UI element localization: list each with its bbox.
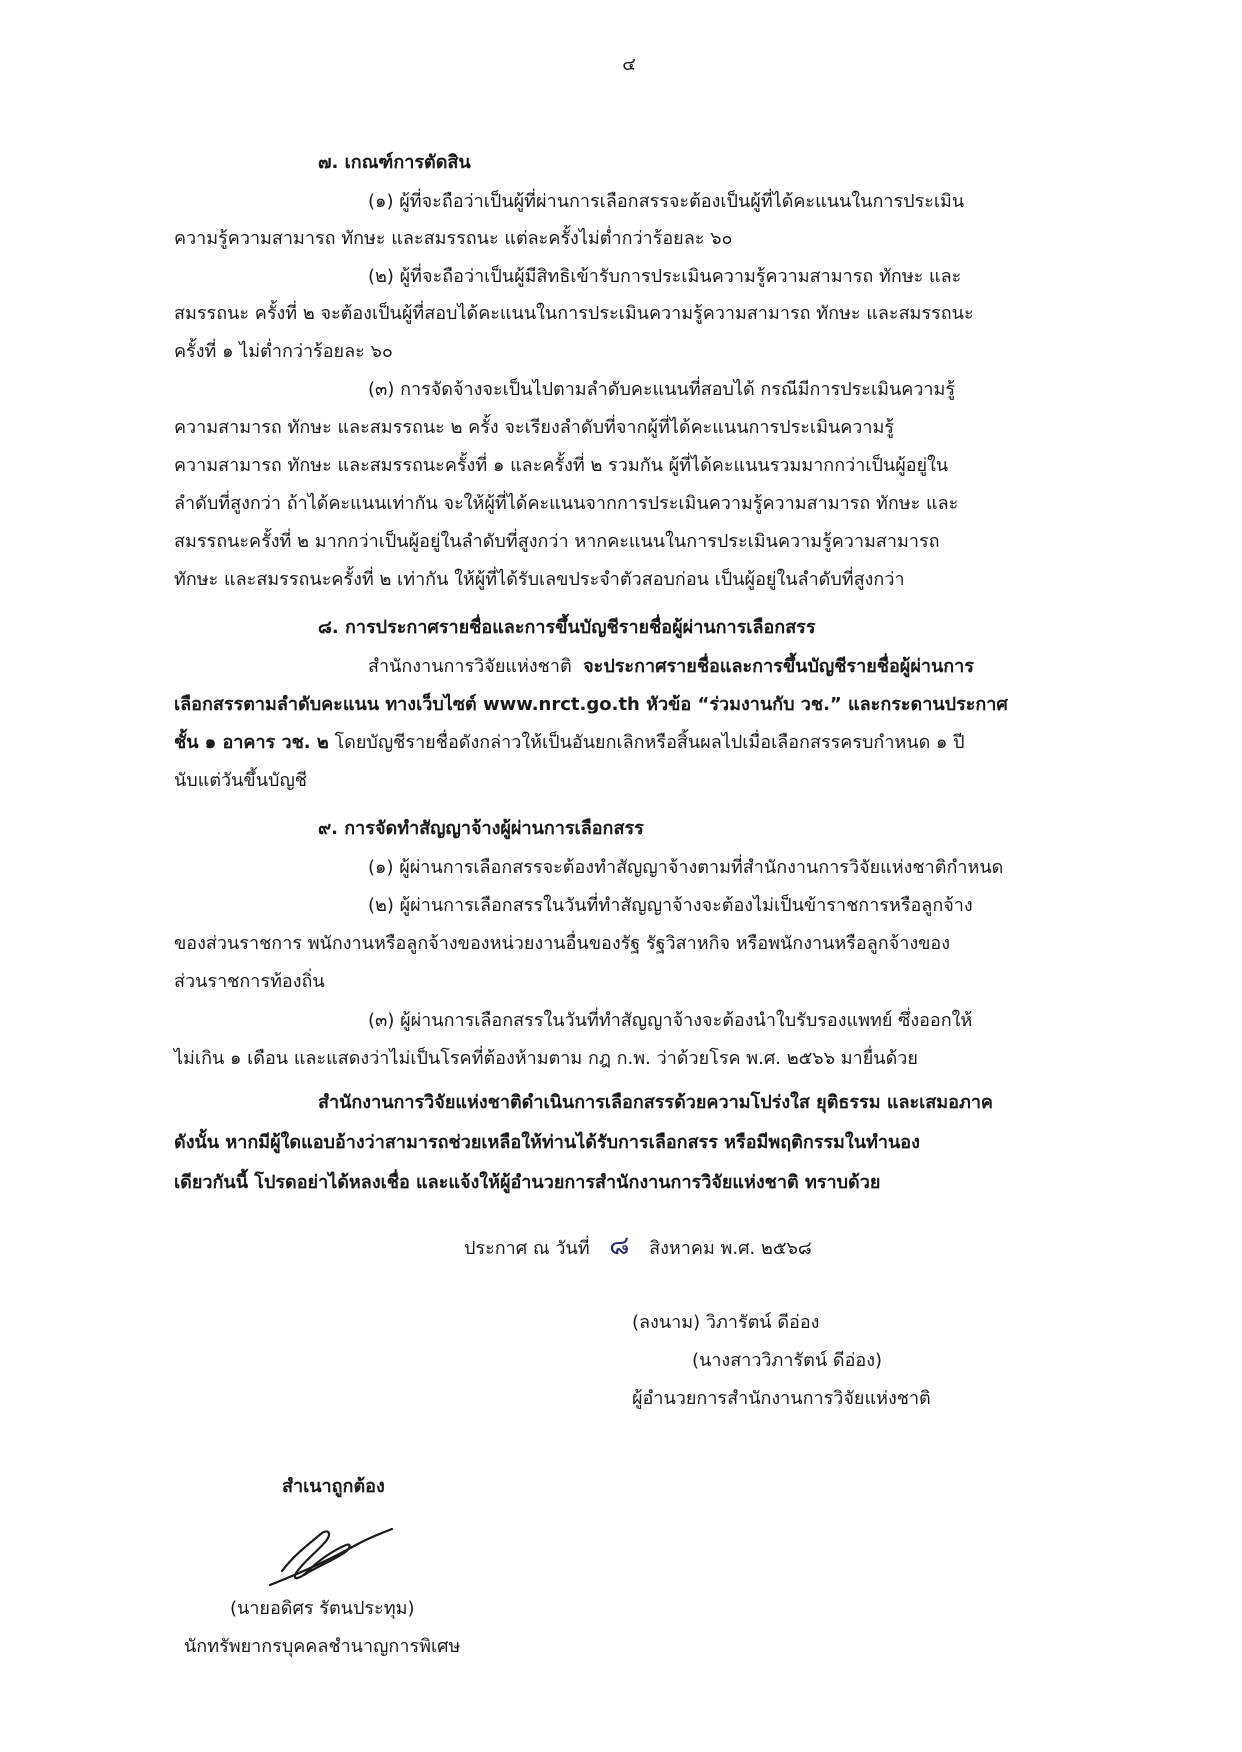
section7-item3-line1: (๓) การจัดจ้างจะเป็นไปตามลำดับคะแนนที่สอบได้ กรณีมีการประเมินความรู้ bbox=[368, 379, 956, 400]
section7-heading: ๗. เกณฑ์การตัดสิน bbox=[318, 152, 471, 173]
certifier-name: (นายอดิศร รัตนประทุม) bbox=[230, 1598, 415, 1619]
section7-item3-line3: ความสามารถ ทักษะ และสมรรถนะครั้งที่ ๑ และครั้งที่ ๒ รวมกัน ผู้ที่ได้คะแนนรวมมากกว่าเป็นผู้อยู่ใน bbox=[174, 455, 949, 476]
section9-item1-line1: (๑) ผู้ผ่านการเลือกสรรจะต้องทำสัญญาจ้างตามที่สำนักงานการวิจัยแห่งชาติกำหนด bbox=[368, 857, 1004, 878]
announcement-prefix: ประกาศ ณ วันที่ bbox=[464, 1238, 590, 1259]
section8-line3 bbox=[174, 730, 965, 756]
certifier-position: นักทรัพยากรบุคคลชำนาญการพิเศษ bbox=[184, 1636, 461, 1657]
section9-item2-line2: ของส่วนราชการ พนักงานหรือลูกจ้างของหน่วยงานอื่นของรัฐ รัฐวิสาหกิจ หรือพนักงานหรือลูกจ้างของ bbox=[174, 933, 951, 954]
section7-item3-line5: สมรรถนะครั้งที่ ๒ มากกว่าเป็นผู้อยู่ในลำดับที่สูงกว่า หากคะแนนในการประเมินความรู้ความสามารถ bbox=[174, 531, 940, 552]
handwritten-signature bbox=[260, 1515, 400, 1595]
notice-line1: สำนักงานการวิจัยแห่งชาติดำเนินการเลือกสรรด้วยความโปร่งใส ยุติธรรม และเสมอภาค bbox=[318, 1092, 993, 1113]
section8-heading: ๘. การประกาศรายชื่อและการขึ้นบัญชีรายชื่อผู้ผ่านการเลือกสรร bbox=[318, 617, 816, 638]
section7-item2-line1: (๒) ผู้ที่จะถือว่าเป็นผู้มีสิทธิเข้ารับการประเมินความรู้ความสามารถ ทักษะ และ bbox=[368, 266, 962, 287]
section8-location: ชั้น ๑ อาคาร วช. ๒ bbox=[174, 732, 329, 753]
page-number: ๔ bbox=[622, 54, 636, 75]
section9-heading: ๙. การจัดทำสัญญาจ้างผู้ผ่านการเลือกสรร bbox=[318, 818, 644, 839]
announcement-suffix: สิงหาคม พ.ศ. ๒๕๖๘ bbox=[649, 1238, 812, 1259]
section7-item1-line1: (๑) ผู้ที่จะถือว่าเป็นผู้ที่ผ่านการเลือกสรรจะต้องเป็นผู้ที่ได้คะแนนในการประเมิน bbox=[368, 191, 965, 212]
section7-item2-line3: ครั้งที่ ๑ ไม่ต่ำกว่าร้อยละ ๖๐ bbox=[174, 341, 393, 362]
section7-item1-line2: ความรู้ความสามารถ ทักษะ และสมรรถนะ แต่ละครั้งไม่ต่ำกว่าร้อยละ ๖๐ bbox=[174, 228, 733, 249]
announcement-day: ๘ bbox=[609, 1231, 630, 1261]
section7-item2-line2: สมรรถนะ ครั้งที่ ๒ จะต้องเป็นผู้ที่สอบได้คะแนนในการประเมินความรู้ความสามารถ ทักษะ และสมรรถนะ bbox=[174, 303, 974, 324]
notice-line2: ดังนั้น หากมีผู้ใดแอบอ้างว่าสามารถช่วยเหลือให้ท่านได้รับการเลือกสรร หรือมีพฤติกรรมในทำนอง bbox=[174, 1132, 920, 1153]
signer-position: ผู้อำนวยการสำนักงานการวิจัยแห่งชาติ bbox=[632, 1388, 931, 1409]
section7-item3-line4: ลำดับที่สูงกว่า ถ้าได้คะแนนเท่ากัน จะให้ผู้ที่ได้คะแนนจากการประเมินความรู้ความสามารถ ทักษะ และ bbox=[174, 493, 959, 514]
section7-item3-line6: ทักษะ และสมรรถนะครั้งที่ ๒ เท่ากัน ให้ผู้ที่ได้รับเลขประจำตัวสอบก่อน เป็นผู้อยู่ในลำดับที่สูงกว่า bbox=[174, 569, 905, 590]
section8-line1 bbox=[368, 654, 974, 680]
section9-item3-line1: (๓) ผู้ผ่านการเลือกสรรในวันที่ทำสัญญาจ้างจะต้องนำใบรับรองแพทย์ ซึ่งออกให้ bbox=[368, 1010, 973, 1031]
section7-item3-line2: ความสามารถ ทักษะ และสมรรถนะ ๒ ครั้ง จะเรียงลำดับที่จากผู้ที่ได้คะแนนการประเมินความรู้ bbox=[174, 417, 895, 438]
signer-full-name: (นางสาววิภารัตน์ ดีอ่อง) bbox=[692, 1350, 883, 1371]
section8-agency: สำนักงานการวิจัยแห่งชาติ bbox=[368, 656, 572, 677]
section8-line2: เลือกสรรตามลำดับคะแนน ทางเว็บไซต์ www.nrct.go.th หัวข้อ “ร่วมงานกับ วช.” และกระดานประกาศ bbox=[174, 694, 1008, 715]
certified-copy-label: สำเนาถูกต้อง bbox=[282, 1476, 385, 1497]
announcement-line bbox=[464, 1233, 812, 1262]
section8-line4: นับแต่วันขึ้นบัญชี bbox=[174, 770, 308, 791]
section9-item2-line1: (๒) ผู้ผ่านการเลือกสรรในวันที่ทำสัญญาจ้างจะต้องไม่เป็นข้าราชการหรือลูกจ้าง bbox=[368, 895, 973, 916]
notice-line3: เดียวกันนี้ โปรดอย่าได้หลงเชื่อ และแจ้งให้ผู้อำนวยการสำนักงานการวิจัยแห่งชาติ ทราบด้วย bbox=[174, 1172, 881, 1193]
section8-announce-text: จะประกาศรายชื่อและการขึ้นบัญชีรายชื่อผู้ผ่านการ bbox=[583, 656, 974, 677]
section9-item2-line3: ส่วนราชการท้องถิ่น bbox=[174, 971, 325, 992]
section9-item3-line2: ไม่เกิน ๑ เดือน และแสดงว่าไม่เป็นโรคที่ต้องห้ามตาม กฎ ก.พ. ว่าด้วยโรค พ.ศ. ๒๕๖๖ มายื่นด้วย bbox=[174, 1048, 918, 1069]
signed-by: (ลงนาม) วิภารัตน์ ดีอ่อง bbox=[632, 1312, 820, 1333]
section8-validity: โดยบัญชีรายชื่อดังกล่าวให้เป็นอันยกเลิกหรือสิ้นผลไปเมื่อเลือกสรรครบกำหนด ๑ ปี bbox=[334, 732, 965, 753]
